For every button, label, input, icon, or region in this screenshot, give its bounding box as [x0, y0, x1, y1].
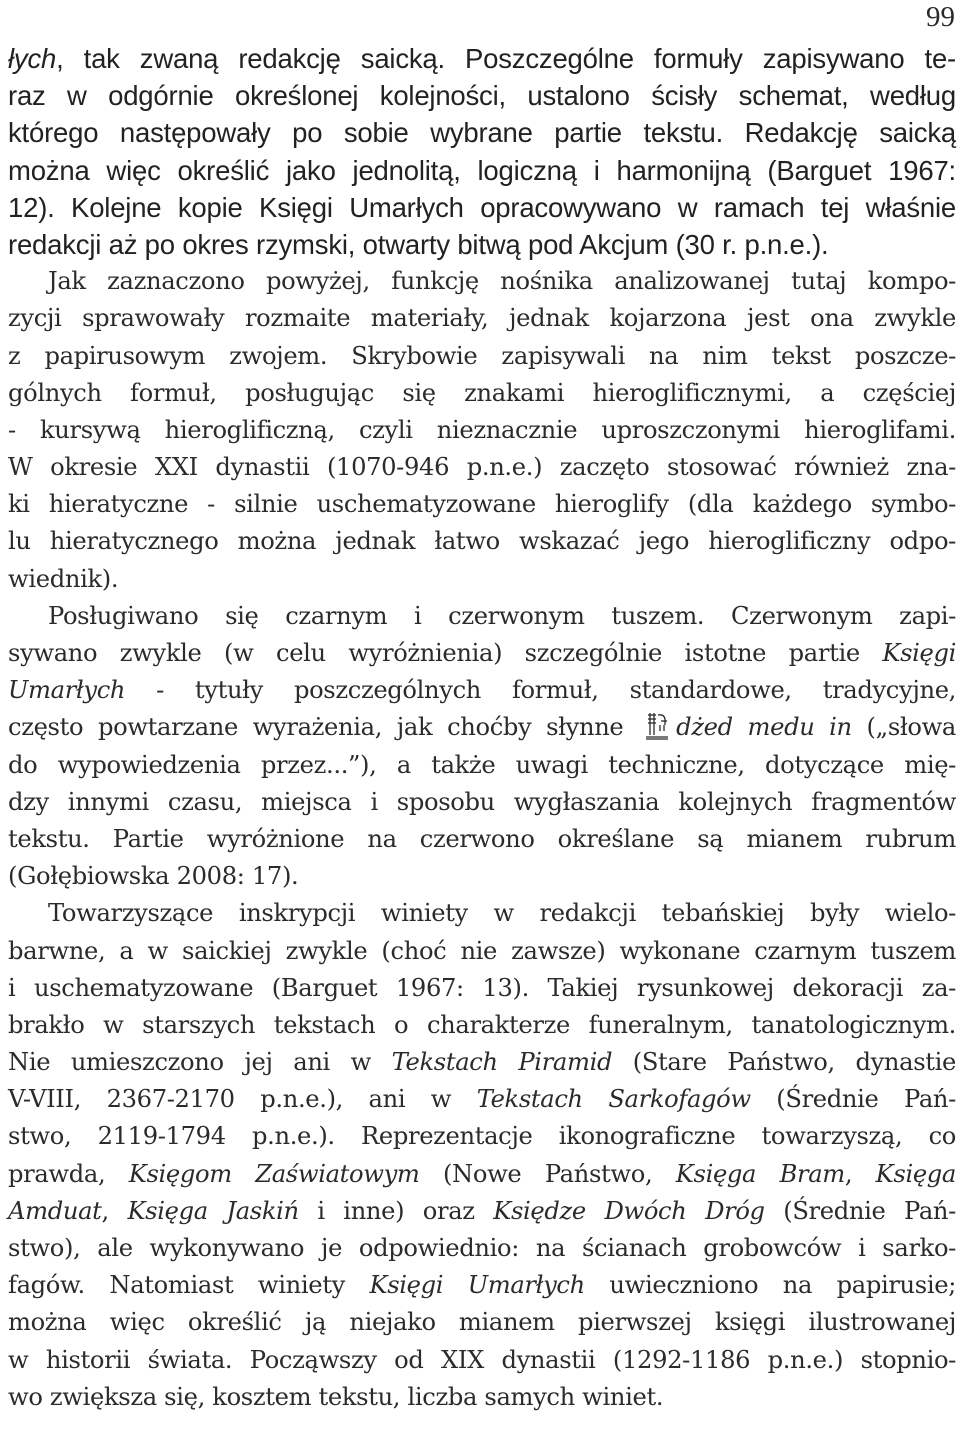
text-segment: stwo, 2119-1794 p.n.e.). Reprezentacje ikonograficzne towarzyszą, co [8, 1122, 956, 1151]
body-text [8, 40, 956, 1416]
text-line [8, 449, 956, 486]
text-segment: 12). Kolejne kopie Księgi Umarłych opracowywano w ramach tej właśnie [8, 191, 956, 223]
text-segment: barwne, a w saickiej zwykle (choć nie zawsze) wykonane czarnym tuszem [8, 936, 956, 965]
text-segment: (Stare Państwo, dynastie [612, 1048, 956, 1077]
text-segment: często powtarzane wyrażenia, jak choćby słynne [8, 713, 639, 742]
text-segment: do wypowiedzenia przez...”), a także uwagi techniczne, dotyczące mię- [8, 750, 956, 779]
text-line [8, 486, 956, 523]
text-segment: brakło w starszych tekstach o charakterze funeralnym, tanatologicznym. [8, 1010, 956, 1039]
text-line [8, 1230, 956, 1267]
text-segment: uwieczniono na papirusie; [584, 1271, 957, 1300]
text-line [8, 672, 956, 709]
text-segment: gólnych formuł, posługując się znakami hieroglificznymi, a częściej [8, 378, 956, 407]
text-segment: - kursywą hieroglificzną, czyli nieznacznie uproszczonymi hieroglifami. [8, 415, 956, 444]
text-line [8, 152, 956, 189]
italic-text: Księgom Zaświatowym [128, 1159, 420, 1188]
italic-text: Księgi Umarłych [369, 1271, 585, 1300]
text-segment: , tak zwaną redakcję saicką. Poszczególne formuły zapisywano te- [56, 43, 956, 74]
text-segment: można więc określić ją niejako mianem pierwszej księgi ilustrowanej [8, 1308, 956, 1337]
text-line [8, 821, 956, 858]
text-segment: którego następowały po sobie wybrane partie tekstu. Redakcję saicką [8, 117, 956, 149]
text-segment: W okresie XXI dynastii (1070-946 p.n.e.) zaczęto stosować również zna- [8, 453, 956, 482]
text-segment: i uschematyzowane (Barguet 1967: 13). Takiej rysunkowej dekoracji za- [8, 973, 956, 1002]
text-line [8, 412, 956, 449]
text-line [8, 1342, 956, 1379]
text-segment: dzy innymi czasu, miejsca i sposobu wygłaszania kolejnych fragmentów [8, 787, 956, 816]
text-segment: stwo), ale wykonywano je odpowiednio: na ścianach grobowców i sarko- [8, 1234, 956, 1262]
text-line [8, 338, 956, 375]
text-segment: (Średnie Pań- [764, 1196, 956, 1225]
text-segment: redakcji aż po okres rzymski, otwarty bitwą pod Akcjum (30 r. p.n.e.). [8, 228, 829, 260]
text-line [8, 189, 956, 226]
text-line [8, 1118, 956, 1155]
text-segment: ki hieratyczne - silnie uschematyzowane hieroglify (dla każdego symbo- [8, 490, 956, 519]
text-segment: - tytuły poszczególnych formuł, standardowe, tradycyjne, [125, 676, 956, 705]
text-segment: sywano zwykle (w celu wyróżnienia) szczególnie istotne partie [8, 639, 883, 667]
text-segment: fagów. Natomiast winiety [8, 1271, 370, 1300]
text-line [8, 858, 956, 895]
text-segment: tekstu. Partie wyróżnione na czerwono określane są mianem rubrum [8, 824, 956, 853]
text-segment: w historii świata. Począwszy od XIX dynastii (1292-1186 p.n.e.) stopnio- [8, 1345, 956, 1374]
text-line [8, 598, 956, 635]
text-segment: można więc określić jako jednolitą, logiczną i harmonijną (Barguet 1967: [8, 154, 956, 186]
text-line [8, 1156, 956, 1193]
text-line [8, 561, 956, 598]
text-line [8, 375, 956, 412]
text-segment: Posługiwano się czarnym i czerwonym tuszem. Czerwonym zapi- [48, 601, 956, 630]
text-segment: wiednik). [8, 564, 119, 593]
text-segment: Jak zaznaczono powyżej, funkcję nośnika analizowanej tutaj kompo- [48, 267, 956, 296]
text-line [8, 77, 956, 114]
text-segment: prawda, [8, 1159, 129, 1188]
text-segment: raz w odgórnie określonej kolejności, ustalono ścisły schemat, według [8, 80, 956, 112]
italic-text: Tekstach Sarkofagów [476, 1085, 751, 1114]
text-line [8, 970, 956, 1007]
text-line [8, 40, 956, 77]
italic-text: Amduat [8, 1196, 102, 1225]
italic-text: Księdze Dwóch Dróg [493, 1196, 765, 1225]
text-line [8, 1193, 956, 1230]
text-line [8, 1081, 956, 1118]
text-line [8, 523, 956, 560]
text-segment: z papirusowym zwojem. Skrybowie zapisywali na nim tekst poszcze- [8, 341, 956, 370]
text-line [8, 1304, 956, 1341]
italic-text: łych [8, 43, 57, 74]
text-line [8, 263, 956, 300]
italic-text: dżed medu in [676, 713, 852, 742]
text-line [8, 933, 956, 970]
text-segment: (Nowe Państwo, [419, 1159, 676, 1188]
text-segment: Towarzyszące inskrypcji winiety w redakcji tebańskiej były wielo- [48, 899, 956, 928]
text-segment: zycji sprawowały rozmaite materiały, jednak kojarzona jest ona zwykle [8, 304, 956, 333]
italic-text: Umarłych [8, 676, 126, 705]
text-line [8, 895, 956, 932]
text-segment: (Średnie Pań- [750, 1085, 956, 1114]
page-number: 99 [926, 1, 955, 33]
italic-text: Księgi [882, 639, 956, 667]
text-line [8, 1007, 956, 1044]
text-line [8, 784, 956, 821]
text-segment: , [844, 1159, 876, 1188]
text-line [8, 1379, 956, 1416]
text-segment: lu hieratycznego można jednak łatwo wskazać jego hieroglificzny odpo- [8, 527, 956, 556]
text-segment: („słowa [851, 713, 957, 742]
text-line [8, 114, 956, 151]
text-segment: (Gołębiowska 2008: 17). [8, 862, 299, 891]
text-line [8, 747, 956, 784]
text-segment: , [101, 1196, 128, 1225]
text-segment: V-VIII, 2367-2170 p.n.e.), ani w [8, 1085, 477, 1114]
hieroglyph-djed-medu-icon [642, 711, 672, 741]
italic-text: Tekstach Piramid [391, 1048, 613, 1077]
text-line [8, 1044, 956, 1081]
italic-text: Księga Bram [675, 1159, 845, 1188]
text-line [8, 226, 956, 263]
text-line [8, 635, 956, 672]
text-line [8, 300, 956, 337]
text-segment: i inne) oraz [298, 1196, 494, 1225]
text-line [8, 709, 956, 746]
text-segment: wo zwiększa się, kosztem tekstu, liczba samych winiet. [8, 1382, 664, 1411]
italic-text: Księga [875, 1159, 957, 1188]
text-line [8, 1267, 956, 1304]
text-segment: Nie umieszczono jej ani w [8, 1048, 392, 1077]
italic-text: Księga Jaskiń [127, 1196, 299, 1225]
